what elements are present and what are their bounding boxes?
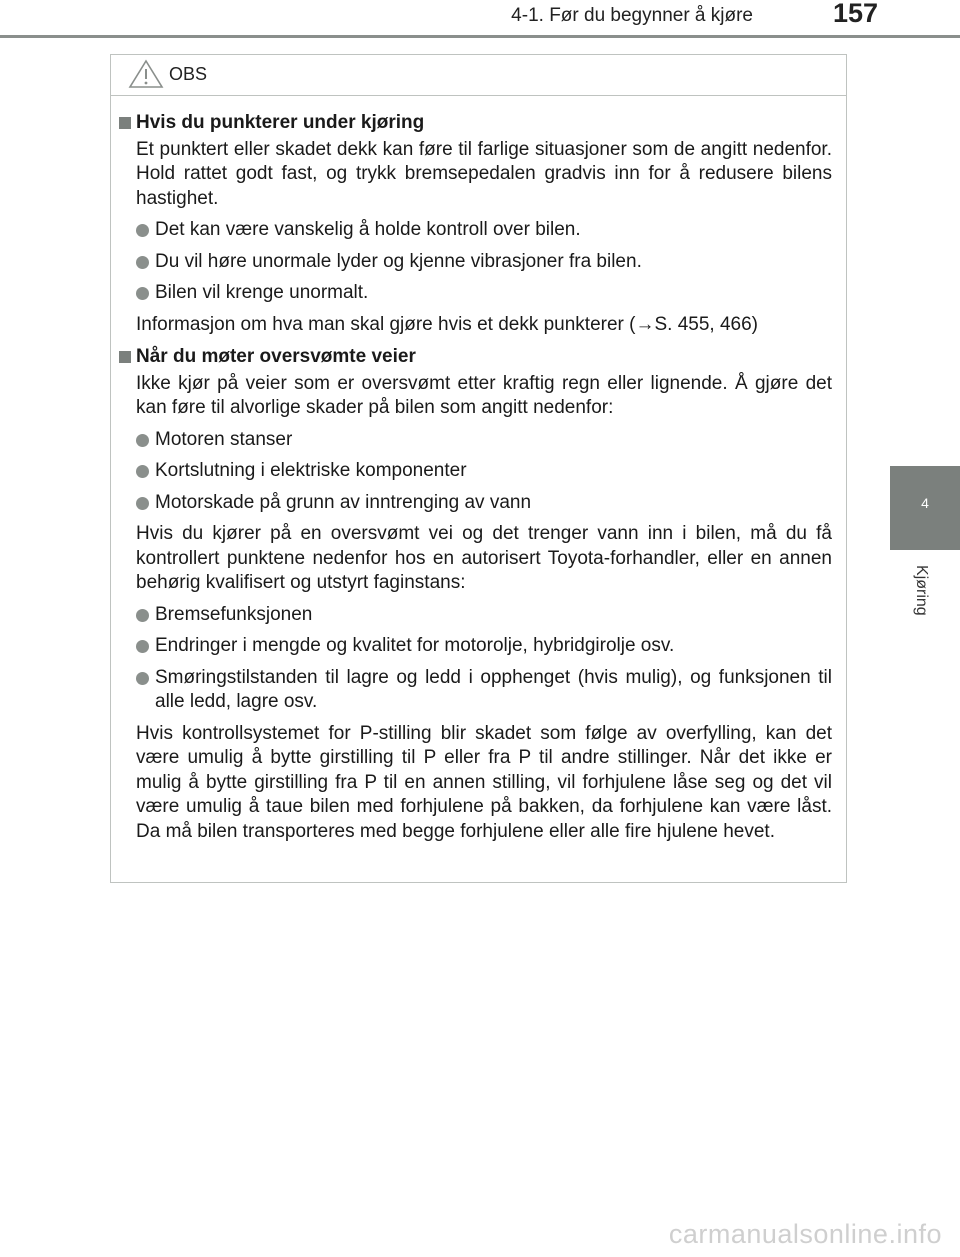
- circle-bullet-icon: [136, 672, 149, 685]
- list-item-text: Endringer i mengde og kvalitet for motorolje, hybridgirolje osv.: [155, 635, 675, 656]
- list-item: [136, 459, 832, 484]
- list-item: [136, 281, 832, 306]
- caution-header: [111, 55, 846, 96]
- page-header: [0, 0, 960, 40]
- circle-bullet-icon: [136, 287, 149, 300]
- list-item-text: Motorskade på grunn av inntrenging av vann: [155, 491, 532, 513]
- warning-triangle-icon: [128, 59, 164, 89]
- chapter-number: 4: [921, 495, 929, 511]
- list-item: [136, 218, 832, 243]
- list-item-text: Det kan være vanskelig å holde kontroll over bilen.: [155, 219, 581, 240]
- list-item-text: Smøringstilstanden til lagre og ledd i opphenget (hvis mulig), og funksjonen til alle ledd, lagre osv.: [155, 666, 832, 712]
- list-item-text: Kortslutning i elektriske komponenter: [155, 460, 467, 481]
- list-item-text: Bremsefunksjonen: [155, 603, 313, 625]
- paragraph: Et punktert eller skadet dekk kan føre til farlige situasjoner som de angitt nedenfor. Hold rattet godt fast, og trykk bremsepedalen gradvis inn for å redusere bilens hastighet.: [136, 138, 832, 209]
- section-heading-flat-tire: [119, 111, 832, 136]
- square-bullet-icon: [119, 351, 131, 363]
- list-item: [136, 491, 832, 516]
- circle-bullet-icon: [136, 434, 149, 447]
- chapter-label: Kjøring: [913, 565, 930, 616]
- circle-bullet-icon: [136, 640, 149, 653]
- circle-bullet-icon: [136, 497, 149, 510]
- section-heading-flooded-roads: [119, 345, 832, 370]
- caution-body: [111, 96, 846, 844]
- section-title: 4-1. Før du begynner å kjøre: [511, 5, 753, 26]
- list-item: [136, 250, 832, 275]
- list-item: [136, 603, 832, 628]
- heading-text: Når du møter oversvømte veier: [136, 346, 416, 367]
- watermark-text: carmanualsonline.info: [668, 1219, 942, 1249]
- list-item: [136, 666, 832, 715]
- circle-bullet-icon: [136, 224, 149, 237]
- heading-text: Hvis du punkterer under kjøring: [136, 112, 425, 133]
- list-item-text: Motoren stanser: [155, 428, 293, 450]
- square-bullet-icon: [119, 117, 131, 129]
- paragraph: Hvis kontrollsystemet for P-stilling blir skadet som følge av overfylling, kan det være umulig å bytte girstilling til P eller fra P til andre stillinger. Når det ikke er mulig å bytte girstilling fra P til en annen stilling, vil forhjulene låse seg og det vil være umulig å taue bilen med forhjulene på bakken, da forhjulene kan være låst. Da må bilen transporteres med begge forhjulene eller alle fire hjulene hevet.: [136, 722, 832, 842]
- paragraph: Informasjon om hva man skal gjøre hvis et dekk punkterer (→S. 455, 466): [136, 313, 758, 335]
- header-divider: [0, 35, 960, 38]
- caution-box: [110, 54, 847, 883]
- circle-bullet-icon: [136, 609, 149, 622]
- list-item-text: Du vil høre unormale lyder og kjenne vibrasjoner fra bilen.: [155, 250, 642, 272]
- paragraph: Ikke kjør på veier som er oversvømt etter kraftig regn eller lignende. Å gjøre det kan føre til alvorlige skader på bilen som angitt nedenfor:: [136, 372, 832, 418]
- paragraph: Hvis du kjører på en oversvømt vei og det trenger vann inn i bilen, må du få kontrollert punktene nedenfor hos en autorisert Toyota-forhandler, eller en annen behørig kvalifisert og utstyrt faginstans:: [136, 523, 832, 593]
- chapter-tab: [890, 466, 960, 550]
- caution-title: OBS: [169, 64, 208, 84]
- circle-bullet-icon: [136, 256, 149, 269]
- list-item: [136, 428, 832, 453]
- circle-bullet-icon: [136, 465, 149, 478]
- list-item: [136, 634, 832, 659]
- page-number: 157: [832, 0, 878, 28]
- list-item-text: Bilen vil krenge unormalt.: [155, 282, 369, 303]
